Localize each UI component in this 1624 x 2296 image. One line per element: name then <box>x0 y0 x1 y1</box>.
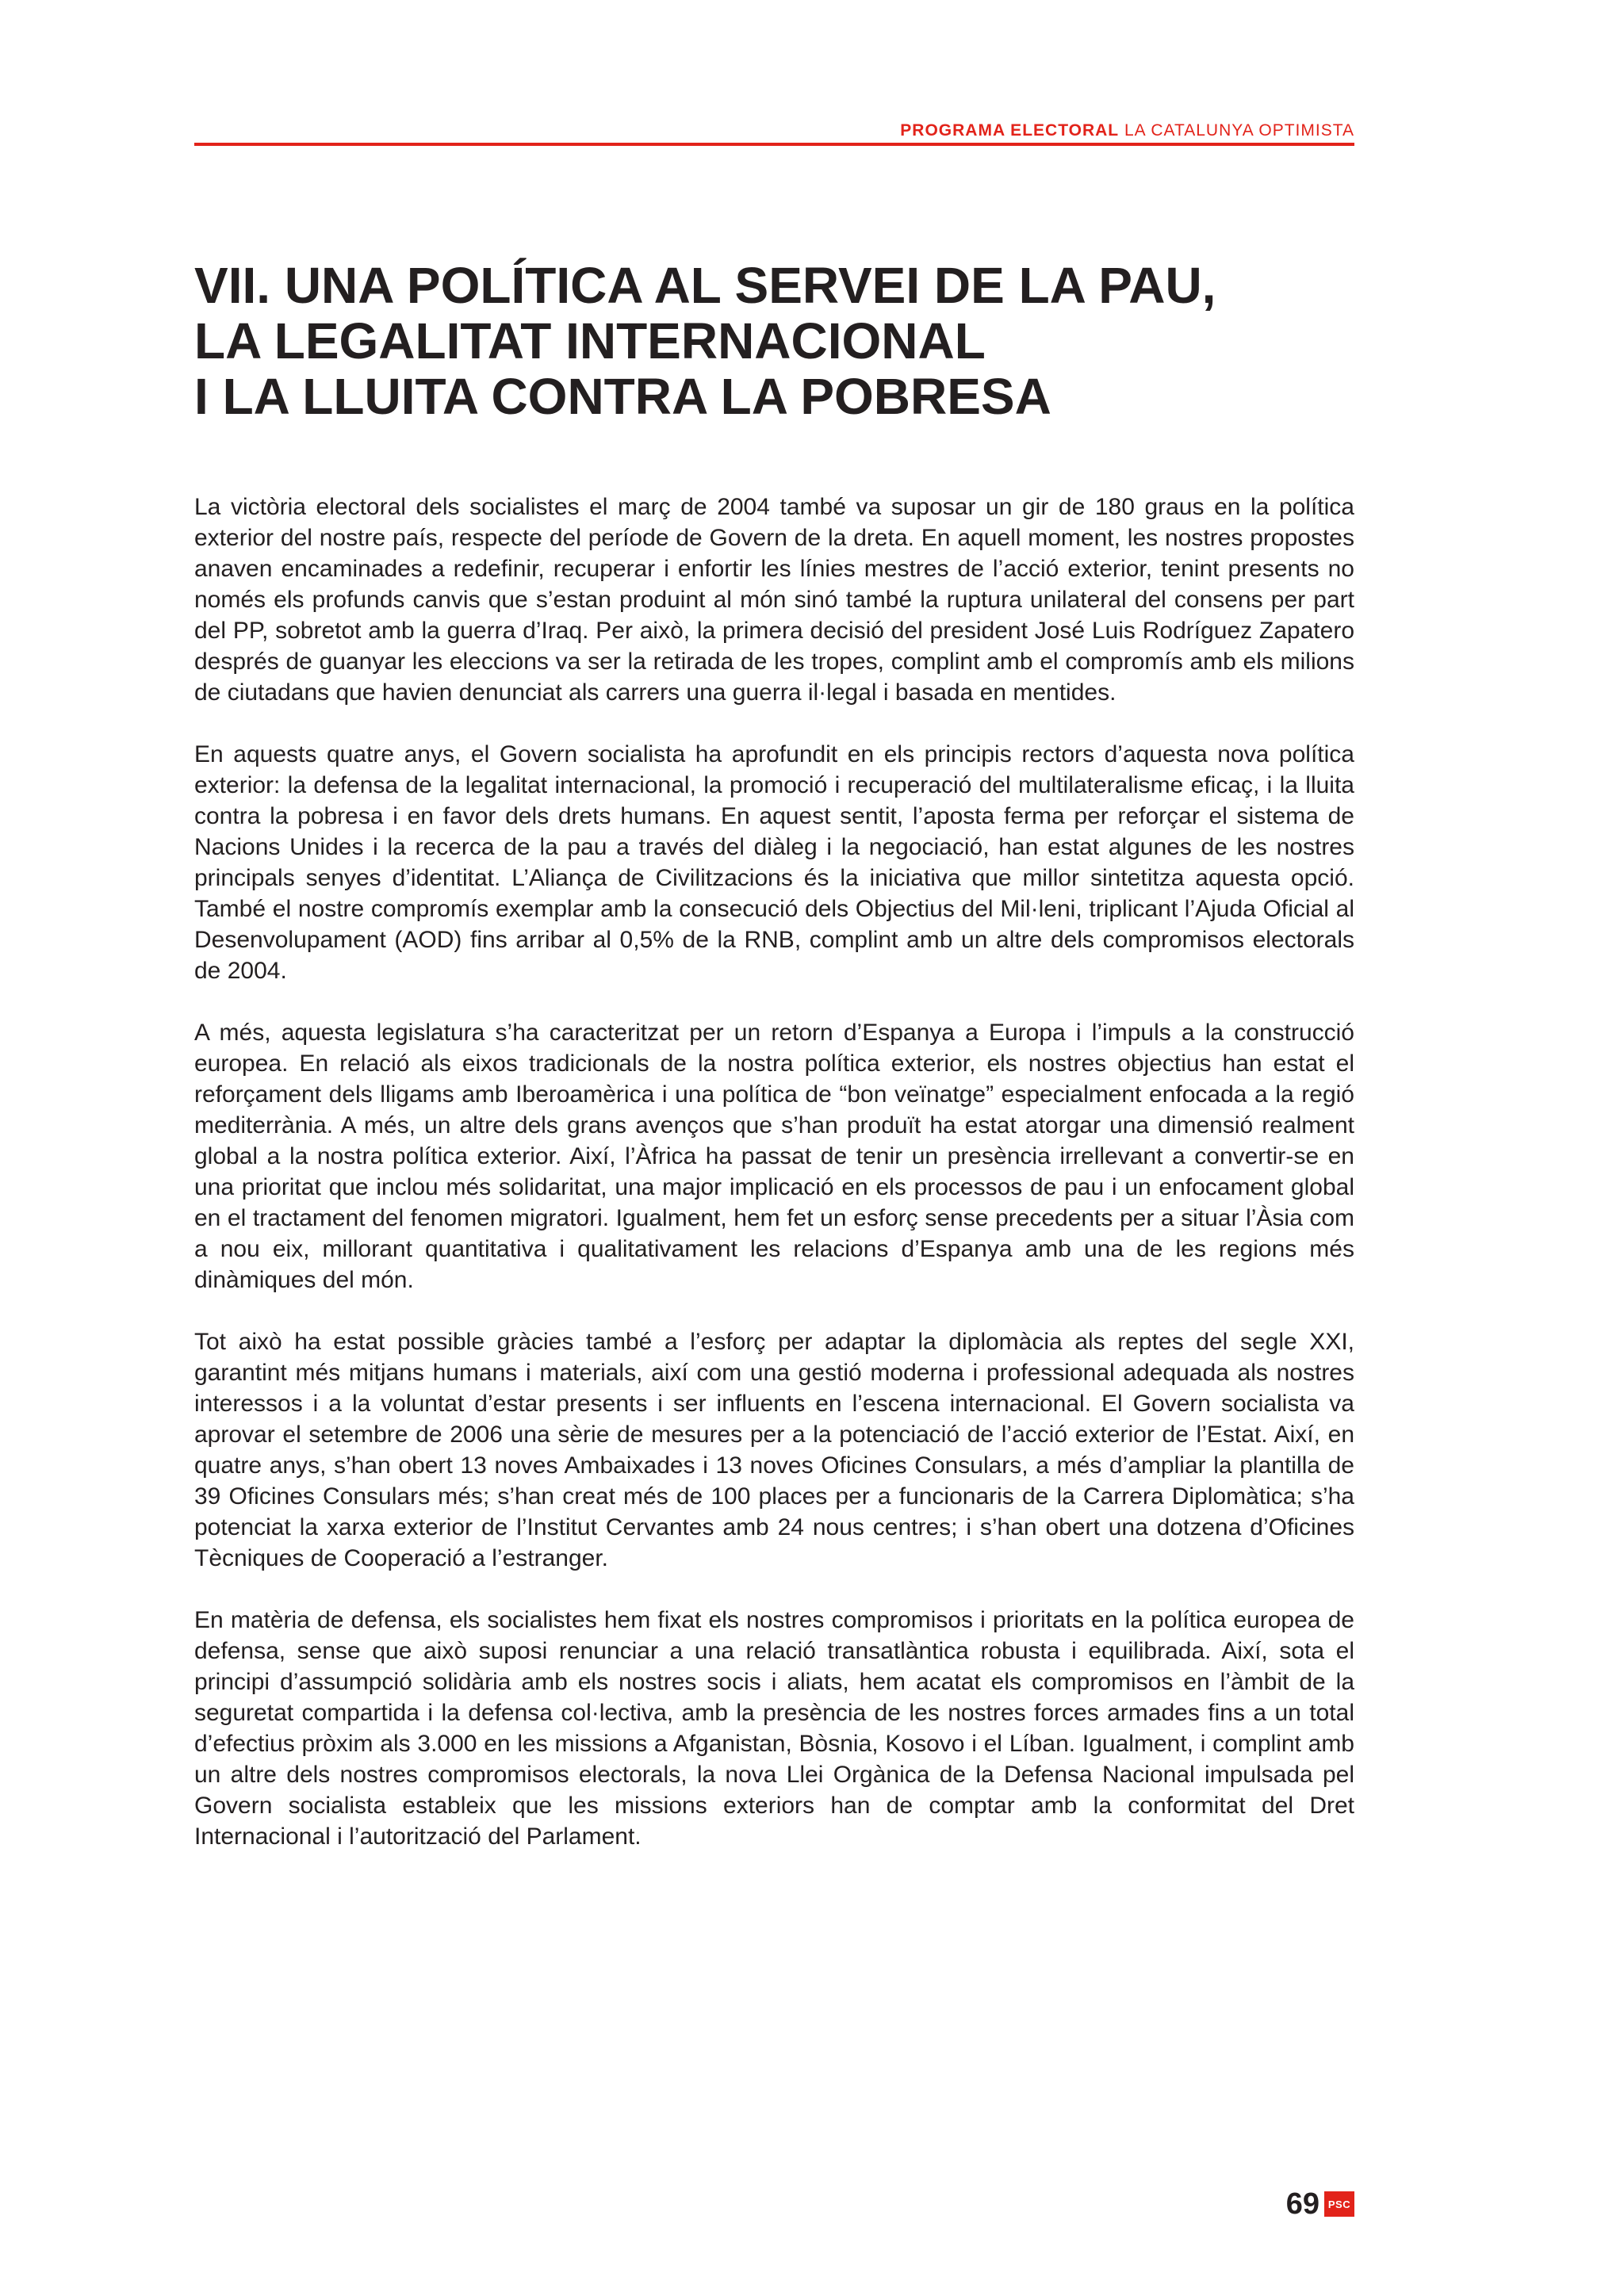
body-paragraph: La victòria electoral dels socialistes el març de 2004 també va suposar un gir de 180 graus en la política exterior del nostre país, respecte del període de Govern de la dreta. En aquell moment, les nostres propostes anaven encaminades a redefinir, recuperar i enfortir les línies mestres de l’acció exterior, tenint presents no només els profunds canvis que s’estan produint al món sinó també la ruptura unilateral del consens per part del PP, sobretot amb la guerra d’Iraq. Per això, la primera decisió del president José Luis Rodríguez Zapatero després de guanyar les eleccions va ser la retirada de les tropes, complint amb el compromís amb els milions de ciutadans que havien denunciat als carrers una guerra il·legal i basada en mentides. <box>194 494 1354 706</box>
running-header <box>194 119 1354 143</box>
header-subtitle: LA CATALUNYA OPTIMISTA <box>1124 121 1354 140</box>
body-paragraph: A més, aquesta legislatura s’ha caracteritzat per un retorn d’Espanya a Europa i l’impuls a la construcció europea. En relació als eixos tradicionals de la nostra política exterior, els nostres objectius han estat el reforçament dels lligams amb Iberoamèrica i una política de “bon veïnatge” especialment enfocada a la regió mediterrània. A més, un altre dels grans avenços que s’han produït ha estat atorgar una dimensió realment global a la nostra política exterior. Així, l’Àfrica ha passat de tenir un presència irrellevant a convertir-se en una prioritat que inclou més solidaritat, una major implicació en els processos de pau i un enfocament global en el tractament del fenomen migratori. Igualment, hem fet un esforç sense precedents per a situar l’Àsia com a nou eix, millorant quantitativa i qualitativament les relacions d’Espanya amb una de les regions més dinàmiques del món. <box>194 1020 1354 1293</box>
body-paragraph: En aquests quatre anys, el Govern socialista ha aprofundit en els principis rectors d’aquesta nova política exterior: la defensa de la legalitat internacional, la promoció i recuperació del multilateralisme eficaç, i la lluita contra la pobresa i en favor dels drets humans. En aquest sentit, l’aposta ferma per reforçar el sistema de Nacions Unides i la recerca de la pau a través del diàleg i la negociació, han estat algunes de les nostres principals senyes d’identitat. L’Aliança de Civilitzacions és la iniciativa que millor sintetitza aquesta opció. També el nostre compromís exemplar amb la consecució dels Objectius del Mil·leni, triplicant l’Ajuda Oficial al Desenvolupament (AOD) fins arribar al 0,5% de la RNB, complint amb un altre dels compromisos electorals de 2004. <box>194 741 1354 984</box>
psc-logo-icon: PSC <box>1324 2191 1354 2217</box>
body-paragraph: Tot això ha estat possible gràcies també a l’esforç per adaptar la diplomàcia als reptes del segle XXI, garantint més mitjans humans i materials, així com una gestió moderna i professional adequada als nostres interessos i a la voluntat d’estar presents i ser influents en l’escena internacional. El Govern socialista va aprovar el setembre de 2006 una sèrie de mesures per a la potenciació de l’acció exterior de l’Estat. Així, en quatre anys, s’han obert 13 noves Ambaixades i 13 noves Oficines Consulars, a més d’ampliar la plantilla de 39 Oficines Consulars més; s’han creat més de 100 places per a funcionaris de la Carrera Diplomàtica; s’ha potenciat la xarxa exterior de l’Institut Cervantes amb 24 nous centres; i s’han obert una dotzena d’Oficines Tècniques de Cooperació a l’estranger. <box>194 1329 1354 1571</box>
chapter-title <box>194 258 1354 424</box>
chapter-title-line: LA LEGALITAT INTERNACIONAL <box>194 312 986 369</box>
chapter-title-line: I LA LLUITA CONTRA LA POBRESA <box>194 368 1051 425</box>
program-label: PROGRAMA ELECTORAL <box>900 121 1120 140</box>
chapter-title-line: VII. UNA POLÍTICA AL SERVEI DE LA PAU, <box>194 257 1216 314</box>
page-footer <box>1286 2188 1354 2220</box>
body-paragraph: En matèria de defensa, els socialistes hem fixat els nostres compromisos i prioritats en la política europea de defensa, sense que això suposi renunciar a una relació transatlàntica robusta i equilibrada. Així, sota el principi d’assumpció solidària amb els nostres socis i aliats, hem acatat els compromisos en l’àmbit de la seguretat compartida i la defensa col·lectiva, amb la presència de les nostres forces armades fins a un total d’efectius pròxim als 3.000 en les missions a Afganistan, Bòsnia, Kosovo i el Líban. Igualment, i complint amb un altre dels nostres compromisos electorals, la nova Llei Orgànica de la Defensa Nacional impulsada pel Govern socialista estableix que les missions exteriors han de comptar amb la conformitat del Dret Internacional i l’autorització del Parlament. <box>194 1607 1354 1850</box>
page-number: 69 <box>1285 2187 1320 2221</box>
header-divider <box>194 143 1354 146</box>
body-text <box>194 492 1354 1883</box>
